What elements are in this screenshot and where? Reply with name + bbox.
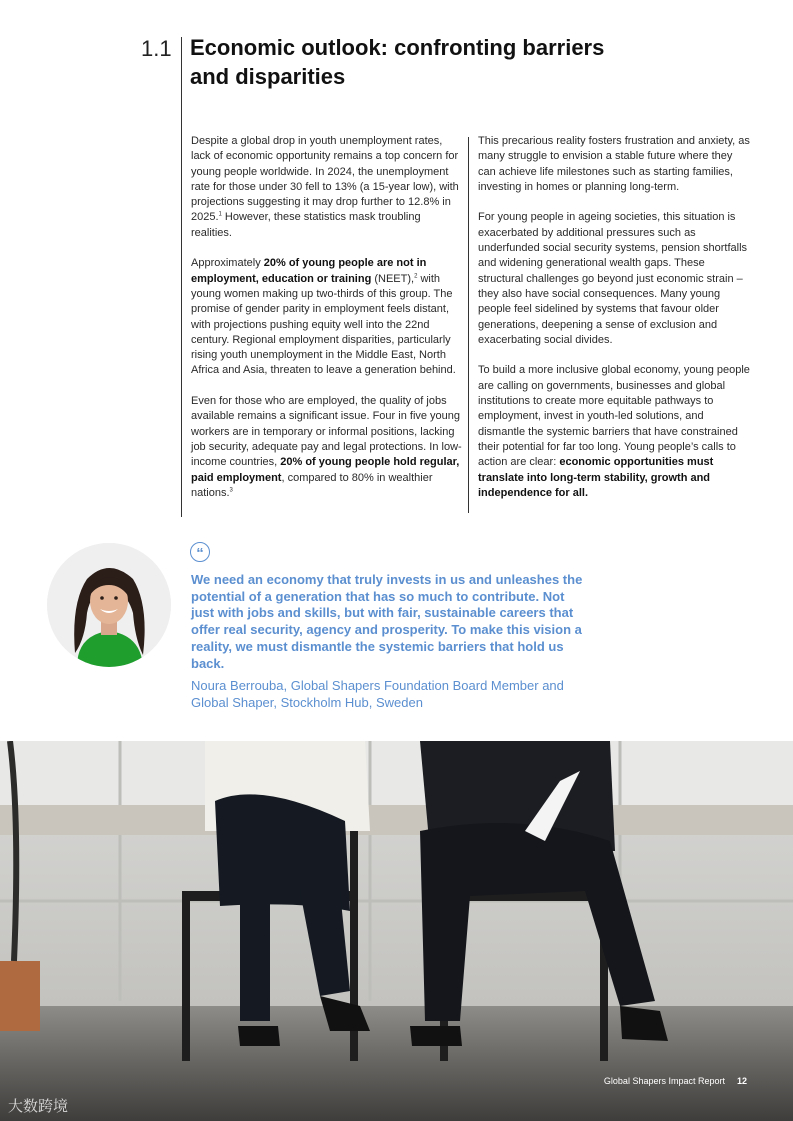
right-column [478,134,750,516]
quote-mark-icon: “ [190,542,210,562]
right-p3-bold: economic opportunities must translate into long-term stability, growth and independence for all. [478,456,714,499]
left-p2-bold: 20% of young people are not in employment, education or training [191,257,427,285]
right-p3-a: To build a more inclusive global economy, young people are calling on governments, businesses and global institutions to create more equitable pathways to employment, invest in youth-led solutions, and dismantle the systemic barriers that have constrained their potential for far too long. Young people’s calls to action are clear: [478,364,750,469]
right-paragraph-3 [478,363,750,501]
column-divider [468,137,469,513]
pull-quote: We need an economy that truly invests in us and unleashes the potential of a generation that has so much to contribute. Not just with jobs and skills, but with fair, sustainable careers that offer real security, agency and prosperity. To make this vision a reality, we must dismantle the systemic barriers that hold us back. [191,572,583,671]
page-number: 12 [736,1076,747,1086]
section-number: 1.1 [141,36,172,61]
left-column [191,134,463,516]
heading-divider [181,37,182,517]
left-p2-a: Approximately [191,257,264,270]
left-p3-b: , compared to 80% in wealthier nations. [191,471,433,499]
left-paragraph-2 [191,256,463,378]
left-paragraph-3 [191,394,463,501]
footnote-ref-1: 1 [218,211,222,218]
waiting-room-photo [0,741,793,1121]
report-name: Global Shapers Impact Report [603,1076,725,1086]
title-line-1: Economic outlook: confronting barriers [190,35,605,60]
left-p3-bold: 20% of young people hold regular, paid employment [191,456,460,484]
page-title [190,33,670,91]
page-footer [604,1076,747,1086]
left-p3-a: Even for those who are employed, the quality of jobs available remains a significant issue. Four in five young workers are in temporary or informal positions, lacking job security, adequate pay and legal protections. In low-income countries, [191,395,462,469]
footnote-ref-2: 2 [414,273,418,280]
watermark-logo: 大数跨境 [8,1097,69,1115]
speaker-portrait [47,543,171,667]
quote-attribution: Noura Berrouba, Global Shapers Foundation Board Member and Global Shaper, Stockholm Hub, Sweden [191,678,564,710]
right-paragraph-2: For young people in ageing societies, this situation is exacerbated by additional pressures such as underfunded social security systems, pension shortfalls and widening generational wealth gaps. These structural challenges go beyond just economic strain – they also have social consequences. Many young people feel sidelined by systems that favour older generations, deepening a sense of exclusion and exacerbating social divides. [478,211,748,346]
right-paragraph-1: This precarious reality fosters frustration and anxiety, as many struggle to envision a stable future where they can achieve life milestones such as starting families, investing in homes or planning long-term. [478,135,750,193]
footnote-ref-3: 3 [229,487,233,494]
left-p1-text: Despite a global drop in youth unemployment rates, lack of economic opportunity remains a top concern for young people worldwide. In 2024, the unemployment rate for those under 30 fell to 13% (a 15-year low), with projections suggesting it may drop further to 12.8% in 2025. [191,135,459,224]
left-p2-c: with young women making up two-thirds of this group. The promise of gender parity in employment feels distant, with projections pushing equity well into the 22nd century. Regional employment disparities, particularly rising youth unemployment in the Middle East, North Africa and Asia, threaten to leave a generation behind. [191,272,456,377]
left-p2-b: (NEET), [371,272,415,285]
left-p1-tail: However, these statistics mask troubling realities. [191,211,421,239]
left-paragraph-1 [191,134,463,241]
title-line-2: and disparities [190,64,346,89]
